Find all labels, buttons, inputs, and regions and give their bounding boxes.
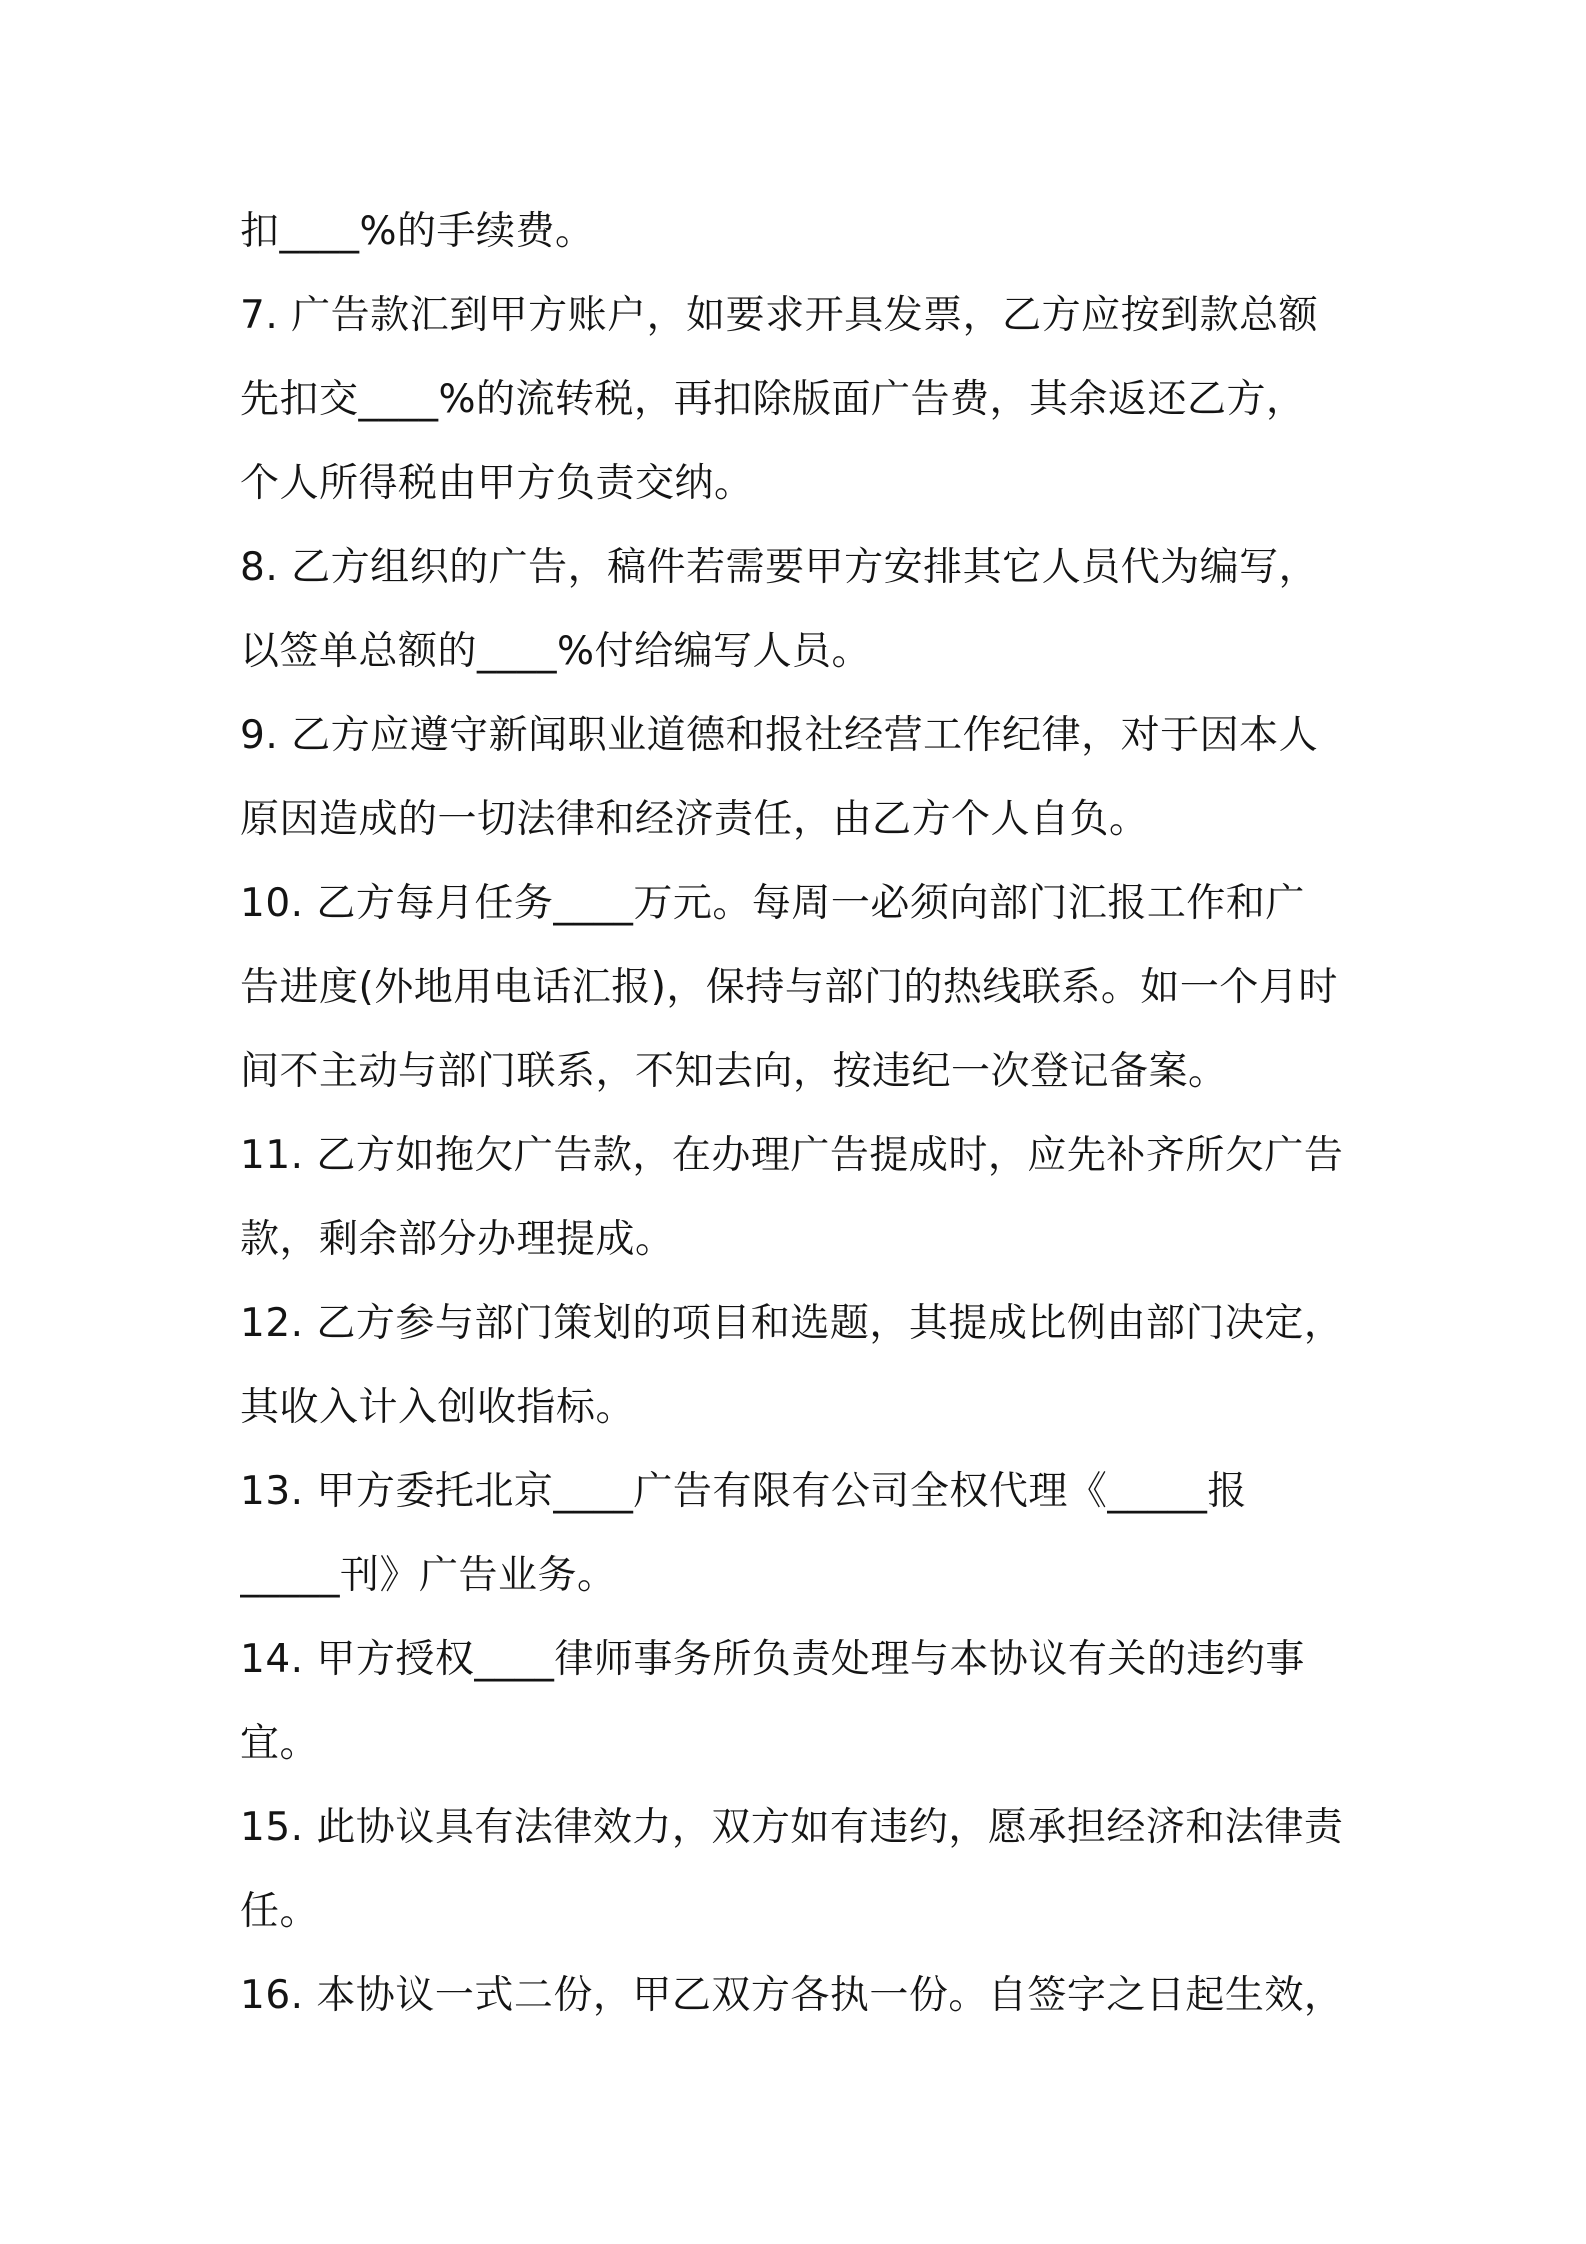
text-line: 任。 — [240, 1889, 320, 1934]
text-line: 9. 乙方应遵守新闻职业道德和报社经营工作纪律，对于因本人 — [240, 713, 1319, 758]
text-line: 间不主动与部门联系，不知去向，按违纪一次登记备案。 — [240, 1049, 1228, 1094]
text-line: _____刊》广告业务。 — [240, 1553, 617, 1598]
text-line: 个人所得税由甲方负责交纳。 — [240, 461, 754, 506]
text-line: 7. 广告款汇到甲方账户，如要求开具发票，乙方应按到款总额 — [240, 293, 1319, 338]
text-line: 扣____%的手续费。 — [240, 209, 595, 254]
text-line: 告进度(外地用电话汇报)，保持与部门的热线联系。如一个月时 — [240, 965, 1338, 1010]
text-line: 13. 甲方委托北京____广告有限有公司全权代理《_____报 — [240, 1469, 1247, 1514]
text-line: 10. 乙方每月任务____万元。每周一必须向部门汇报工作和广 — [240, 881, 1305, 926]
text-line: 12. 乙方参与部门策划的项目和选题，其提成比例由部门决定， — [240, 1301, 1344, 1346]
text-line: 14. 甲方授权____律师事务所负责处理与本协议有关的违约事 — [240, 1637, 1305, 1682]
text-line: 款，剩余部分办理提成。 — [240, 1217, 675, 1262]
text-line: 15. 此协议具有法律效力，双方如有违约，愿承担经济和法律责 — [240, 1805, 1344, 1850]
text-line: 以签单总额的____%付给编写人员。 — [240, 629, 872, 674]
text-line: 11. 乙方如拖欠广告款，在办理广告提成时，应先补齐所欠广告 — [240, 1133, 1344, 1178]
text-line: 其收入计入创收指标。 — [240, 1385, 636, 1430]
text-line: 先扣交____%的流转税，再扣除版面广告费，其余返还乙方， — [240, 377, 1306, 422]
text-line: 16. 本协议一式二份，甲乙双方各执一份。自签字之日起生效， — [240, 1973, 1344, 2018]
agreement-text — [240, 190, 1360, 2038]
text-line: 宜。 — [240, 1721, 320, 1766]
text-line: 8. 乙方组织的广告，稿件若需要甲方安排其它人员代为编写， — [240, 545, 1319, 590]
text-line: 原因造成的一切法律和经济责任，由乙方个人自负。 — [240, 797, 1149, 842]
